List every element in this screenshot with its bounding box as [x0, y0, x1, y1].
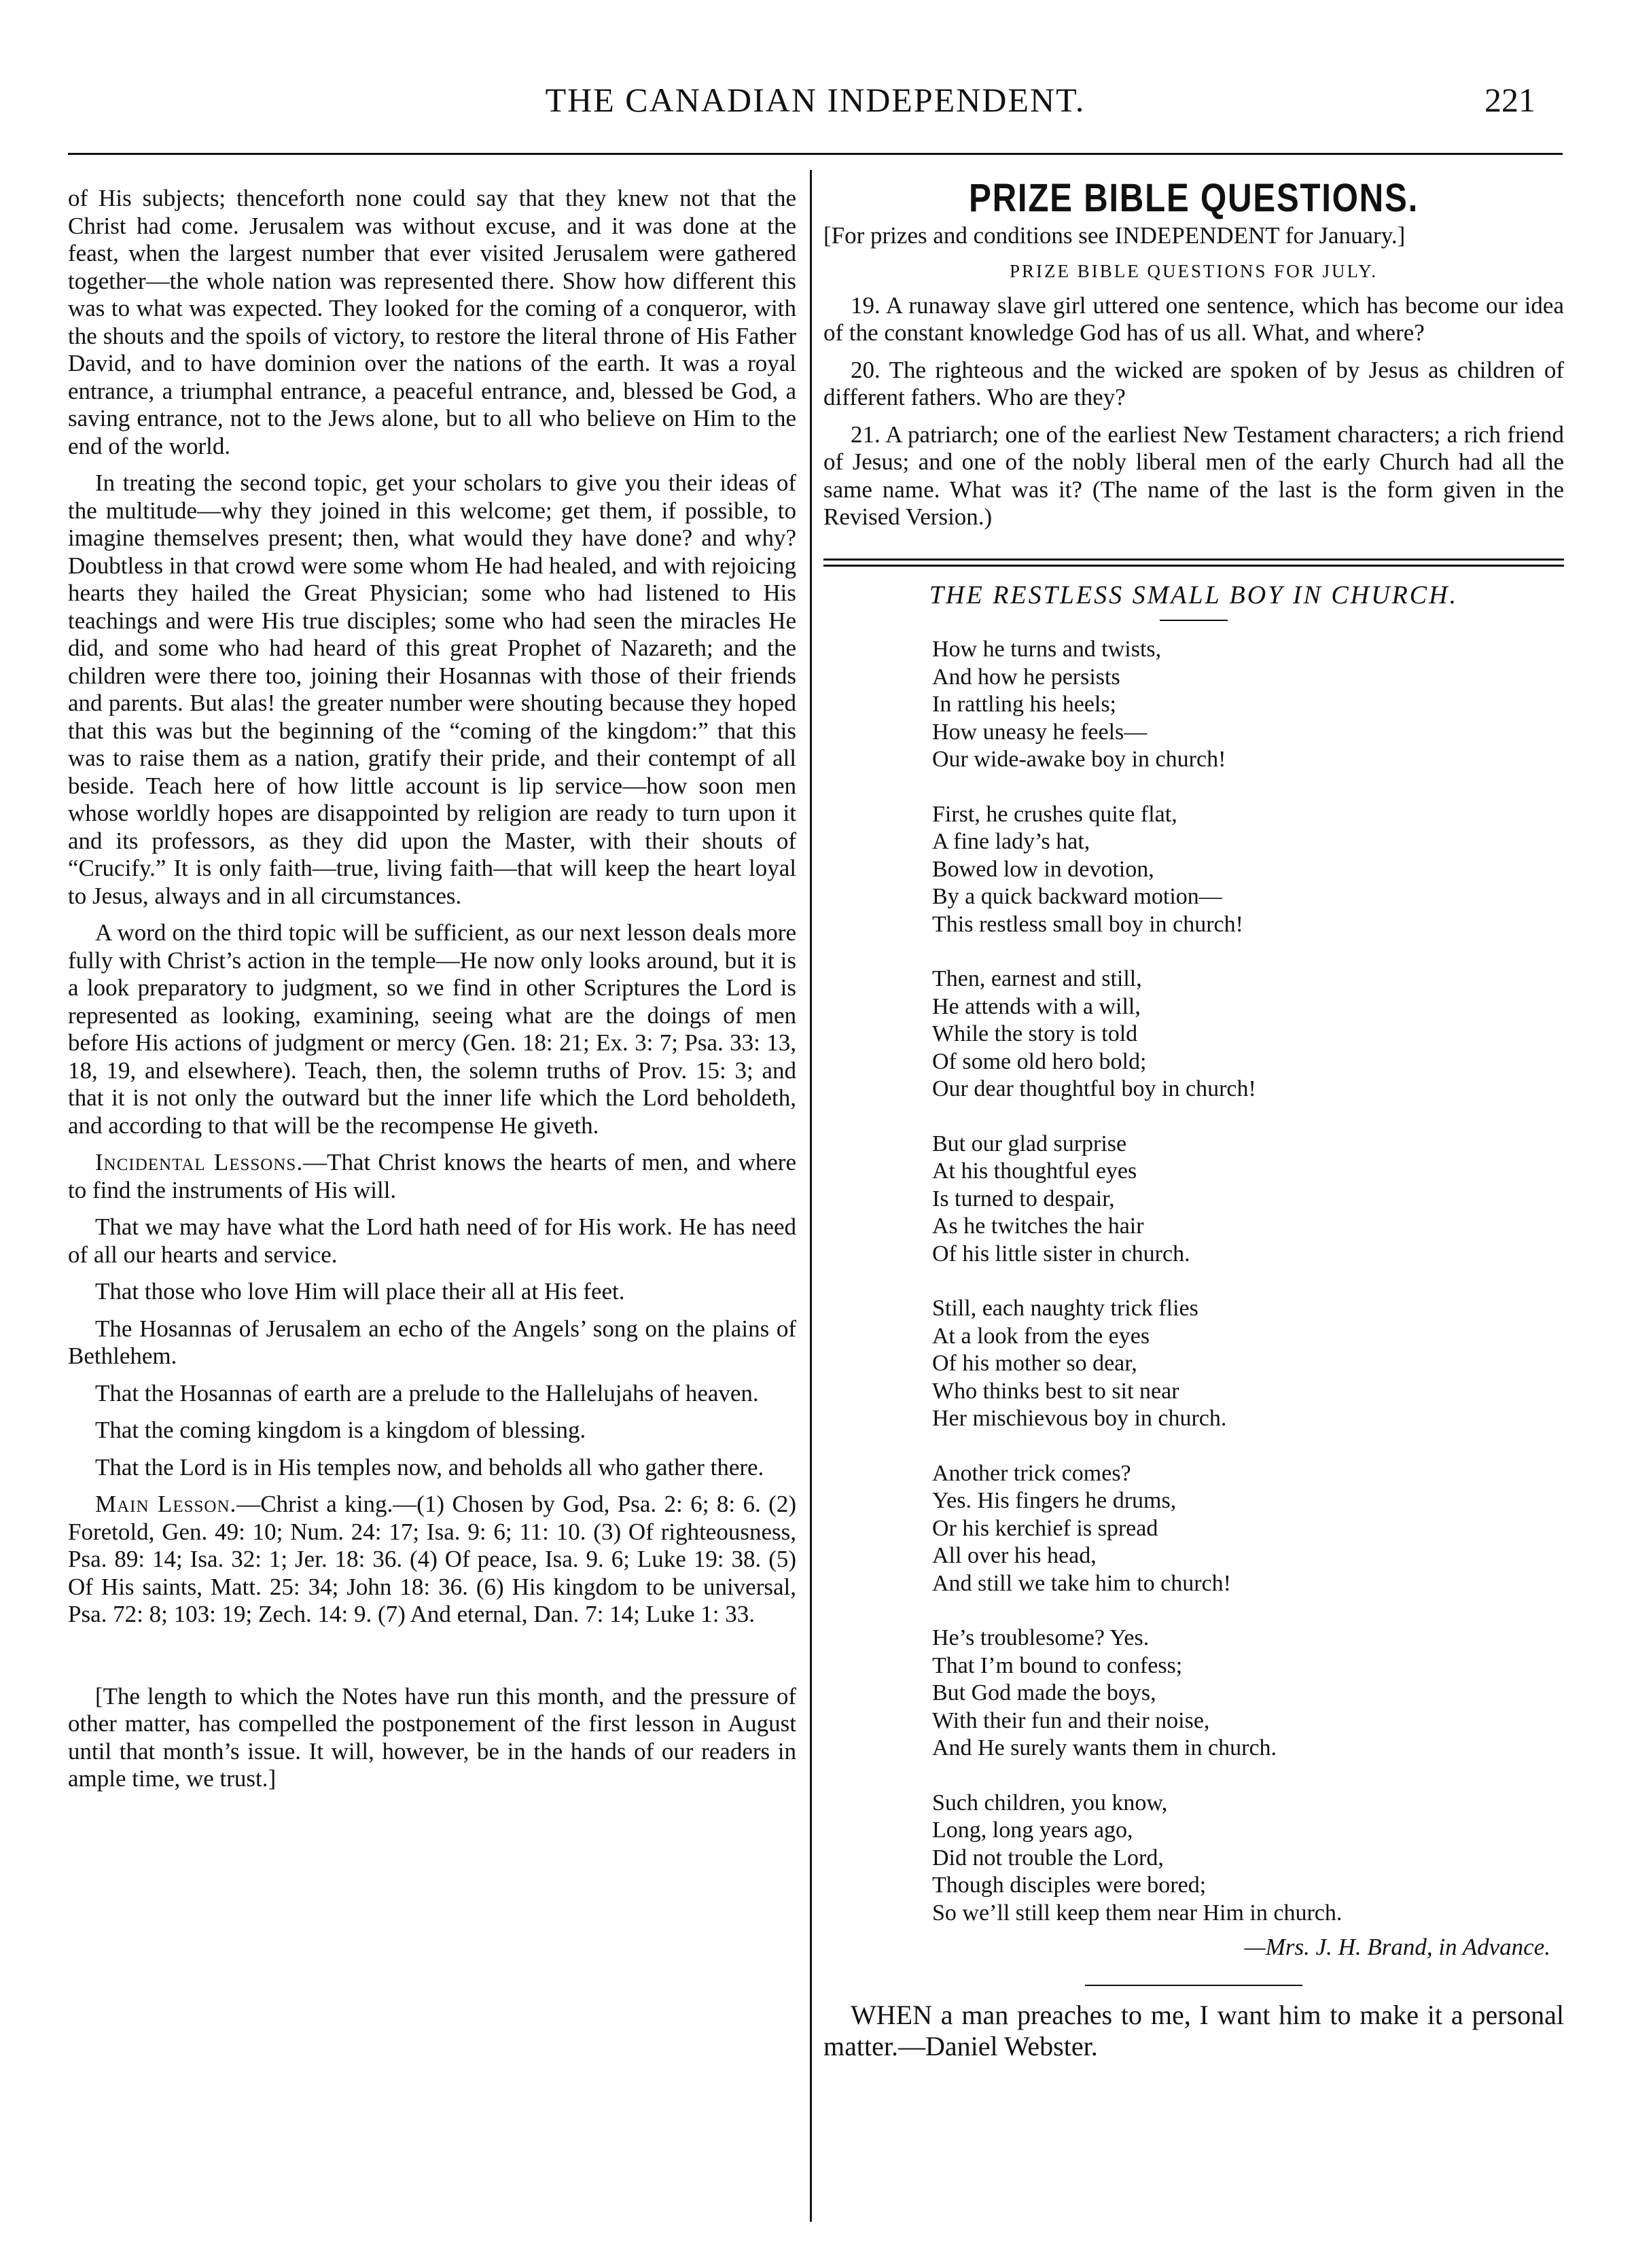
poem-line: Then, earnest and still,: [932, 966, 1142, 991]
poem-line: So we’ll still keep them near Him in church.: [932, 1900, 1342, 1926]
poem-line: All over his head,: [932, 1543, 1097, 1568]
paragraph-third-topic: A word on the third topic will be sufficient, as our next lesson deals more fully with Christ’s action in the temple—He now only looks around, but it is a look preparatory to judgment, so we find in other Scriptures the Lord is represented as looking, examining, seeing what are the doings of men before His actions of judgment or mercy (Gen. 18: 21; Ex. 3: 7; Psa. 33: 13, 18, 19, and elsewhere). Teach, then, the solemn truths of Prov. 15: 3; and that it is not only the outward but the inner life which the Lord beholdeth, and according to that will be the recompense He giveth.: [68, 919, 796, 1139]
short-rule: [1160, 620, 1228, 621]
left-column: [68, 185, 796, 1793]
incidental-lessons: [68, 1149, 796, 1204]
separator-rule: [1085, 1985, 1302, 1986]
poem-line: How uneasy he feels—: [932, 719, 1148, 745]
poem-line: As he twitches the hair: [932, 1213, 1144, 1239]
main-lesson-text: —Christ a king.—(1) Chosen by God, Psa. 2: 6; 8: 6. (2) Foretold, Gen. 49: 10; Num. 24: 17; Isa. 9: 6; 11: 10. (3) Of righteousness, Psa. 89: 14; Isa. 32: 1; Jer. 18: 36. (4) Of peace, Isa. 9. 6; Luke 19: 38. (5) Of His saints, Matt. 25: 34; John 18: 36. (6) His kingdom to be universal, Psa. 72: 8; 103: 19; Zech. 14: 9. (7) And eternal, Dan. 7: 14; Luke 1: 33.: [68, 1491, 796, 1627]
poem-line: Though disciples were bored;: [932, 1873, 1207, 1898]
poem-line: Of his little sister in church.: [932, 1241, 1190, 1266]
poem-line: Of some old hero bold;: [932, 1048, 1147, 1074]
poem-line: But God made the boys,: [932, 1680, 1156, 1705]
poem-title: THE RESTLESS SMALL BOY IN CHURCH.: [929, 580, 1459, 609]
poem-line: By a quick backward motion—: [932, 884, 1222, 909]
question-item: 20. The righteous and the wicked are spoken of by Jesus as children of different fathers. Who are they?: [823, 356, 1564, 410]
poem-line: At a look from the eyes: [932, 1323, 1150, 1349]
poem-line: With their fun and their noise,: [932, 1707, 1210, 1733]
poem-stanza: [932, 1460, 1564, 1598]
column-divider: [810, 170, 812, 2222]
poem-line: Long, long years ago,: [932, 1818, 1133, 1843]
lesson-item: That the Lord is in His temples now, and beholds all who gather there.: [95, 1453, 764, 1481]
poem-stanza: [932, 1790, 1564, 1928]
poem-line: Who thinks best to sit near: [932, 1378, 1179, 1404]
poem-line: Yes. His fingers he drums,: [932, 1488, 1177, 1513]
poem-line: A fine lady’s hat,: [932, 829, 1090, 854]
double-rule: [823, 559, 1564, 567]
poem-line: And still we take him to church!: [932, 1570, 1232, 1596]
main-lesson: [68, 1491, 796, 1629]
lesson-item: That the Hosannas of earth are a prelude to the Hallelujahs of heaven.: [95, 1379, 759, 1406]
incidental-text: —That Christ knows the hearts of men, and where to find the instruments of His will.: [68, 1149, 797, 1203]
editor-note: [The length to which the Notes have run this month, and the pressure of other matter, has compelled the postponement of the first lesson in August until that month’s issue. It will, however, be in the hands of our readers in ample time, we trust.]: [68, 1682, 796, 1792]
poem-line: He attends with a will,: [932, 993, 1141, 1019]
prize-title: PRIZE BIBLE QUESTIONS.: [969, 176, 1419, 220]
poem-attribution: —Mrs. J. H. Brand, in Advance.: [1244, 1934, 1550, 1960]
page-header: [68, 75, 1563, 129]
poem-stanza: [932, 1295, 1564, 1433]
poem-line: That I’m bound to confess;: [932, 1652, 1183, 1678]
poem-stanza: [932, 1625, 1564, 1762]
poem-line: At his thoughtful eyes: [932, 1158, 1137, 1184]
question-item: 19. A runaway slave girl uttered one sentence, which has become our idea of the constant knowledge God has of us all. What, and where?: [823, 291, 1564, 346]
header-rule: [68, 153, 1563, 155]
poem-line: Our wide-awake boy in church!: [932, 747, 1226, 772]
poem-stanza: [932, 801, 1564, 939]
poem-line: First, he crushes quite flat,: [932, 801, 1177, 827]
webster-quote: WHEN a man preaches to me, I want him to make it a personal matter.—Daniel Webster.: [823, 1999, 1564, 2061]
page-number: 221: [1484, 81, 1535, 119]
main-lesson-heading: Main Lesson.: [95, 1491, 237, 1517]
lesson-item: The Hosannas of Jerusalem an echo of the Angels’ song on the plains of Bethlehem.: [68, 1315, 796, 1369]
poem-line: Our dear thoughtful boy in church!: [932, 1076, 1256, 1101]
poem-line: Did not trouble the Lord,: [932, 1845, 1164, 1871]
poem: [823, 636, 1564, 1927]
prize-note: [For prizes and conditions see INDEPENDENT for January.]: [823, 222, 1406, 249]
poem-stanza: [932, 1131, 1564, 1269]
incidental-heading: Incidental Lessons.: [95, 1149, 304, 1175]
question-item: 21. A patriarch; one of the earliest New Testament characters; a rich friend of Jesus; and one of the nobly liberal men of the early Church had all the same name. What was it? (The name of the last is the form given in the Revised Version.): [823, 421, 1564, 530]
poem-line: But our glad surprise: [932, 1131, 1127, 1156]
poem-line: Such children, you know,: [932, 1790, 1168, 1815]
paragraph-continued: of His subjects; thenceforth none could say that they knew not that the Christ had come. Jerusalem was without excuse, and it was done at the feast, when the largest number that ever visited Jerusalem were gathered together—the whole nation was represented there. Show how different this was to what was expected. They looked for the coming of a conqueror, with the shouts and the spoils of victory, to restore the literal throne of His Father David, and to have dominion over the nations of the earth. It was a royal entrance, a triumphal entrance, a peaceful entrance, and, blessed be God, a saving entrance, not to the Jews alone, but to all who believe on Him to the end of the world.: [68, 185, 796, 459]
lesson-item: That those who love Him will place their all at His feet.: [95, 1278, 625, 1305]
poem-line: Her mischievous boy in church.: [932, 1406, 1227, 1431]
lesson-item: That the coming kingdom is a kingdom of blessing.: [95, 1417, 586, 1443]
poem-line: He’s troublesome? Yes.: [932, 1625, 1150, 1650]
poem-line: Of his mother so dear,: [932, 1351, 1137, 1376]
poem-line: And He surely wants them in church.: [932, 1735, 1277, 1760]
poem-line: While the story is told: [932, 1021, 1138, 1046]
journal-title: THE CANADIAN INDEPENDENT.: [545, 81, 1086, 119]
poem-stanza: [932, 636, 1564, 774]
spacer: [68, 1629, 796, 1683]
poem-line: Bowed low in devotion,: [932, 856, 1154, 882]
poem-line: How he turns and twists,: [932, 637, 1162, 662]
poem-line: In rattling his heels;: [932, 692, 1117, 717]
lesson-item: That we may have what the Lord hath need of for His work. He has need of all our hearts and service.: [68, 1213, 796, 1268]
poem-stanza: [932, 965, 1564, 1103]
poem-line: Is turned to despair,: [932, 1186, 1115, 1211]
prize-subtitle: PRIZE BIBLE QUESTIONS FOR JULY.: [1009, 261, 1379, 281]
poem-line: Still, each naughty trick flies: [932, 1296, 1198, 1321]
right-column: [823, 176, 1564, 2062]
poem-line: Or his kerchief is spread: [932, 1515, 1158, 1541]
poem-line: Another trick comes?: [932, 1460, 1131, 1486]
paragraph-second-topic: In treating the second topic, get your scholars to give you their ideas of the multitude—why they joined in this welcome; get them, if possible, to imagine themselves present; then, what would they have done? and why? Doubtless in that crowd were some whom He had healed, and with rejoicing hearts they hailed the Great Physician; some who had listened to His teachings and were His true disciples; some who had seen the miracles He did, and some who had heard of this great Prophet of Nazareth; and the children were there too, joining their Hosannas with those of their friends and parents. But alas! the greater number were shouting because they hoped that this was but the beginning of the “coming of the kingdom:” that this was to raise them as a nation, gratify their pride, and their contempt of all beside. Teach here of how little account is lip service—how soon men whose worldly hopes are disappointed by religion are ready to turn upon it and its professors, as they did upon the Master, with their shouts of “Crucify.” It is only faith—true, living faith—that will keep the heart loyal to Jesus, always and in all circumstances.: [68, 469, 796, 909]
poem-line: And how he persists: [932, 664, 1120, 690]
poem-line: This restless small boy in church!: [932, 911, 1243, 937]
